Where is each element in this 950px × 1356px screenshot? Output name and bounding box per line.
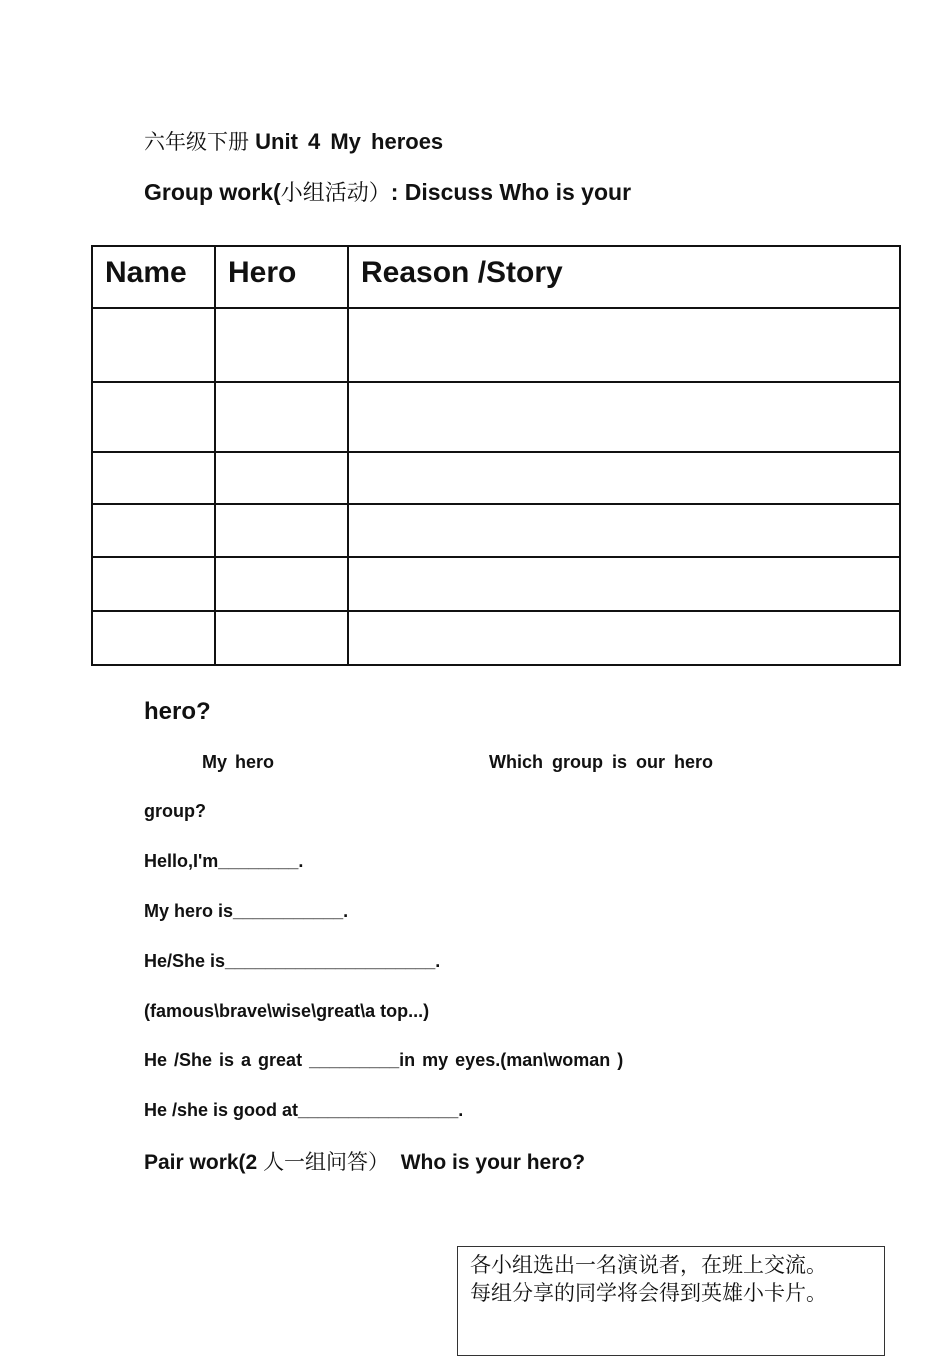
fill-line-great: He /She is a great _________in my eyes.(man\woman ) — [144, 1050, 624, 1070]
cell-name[interactable] — [92, 452, 215, 504]
note-line-2: 每组分享的同学将会得到英雄小卡片。 — [470, 1281, 827, 1305]
group-work-cn: 小组活动） — [280, 181, 391, 206]
cell-name[interactable] — [92, 504, 215, 557]
cell-hero[interactable] — [215, 557, 348, 611]
grade-label: 六年级下册 — [144, 130, 249, 154]
cell-hero[interactable] — [215, 611, 348, 665]
which-group-text: Which group is our hero — [489, 752, 713, 772]
fill-line-good-at: He /she is good at________________. — [144, 1100, 464, 1120]
cell-reason[interactable] — [348, 611, 900, 665]
group-work-prefix: Group work( — [144, 179, 281, 205]
column-header-reason: Reason /Story — [348, 246, 900, 308]
cell-hero[interactable] — [215, 308, 348, 382]
cell-reason[interactable] — [348, 557, 900, 611]
hero-table — [91, 245, 901, 666]
cell-reason[interactable] — [348, 504, 900, 557]
cell-reason[interactable] — [348, 382, 900, 452]
pair-work-cn: 人一组问答） — [263, 1150, 390, 1174]
cell-name[interactable] — [92, 308, 215, 382]
cell-hero[interactable] — [215, 452, 348, 504]
cell-name[interactable] — [92, 382, 215, 452]
table-row — [92, 504, 900, 557]
cell-hero[interactable] — [215, 504, 348, 557]
table-row — [92, 308, 900, 382]
table-row — [92, 382, 900, 452]
pair-work-question: Who is your hero? — [400, 1151, 586, 1174]
fill-line-hello: Hello,I'm________. — [144, 851, 304, 871]
pair-work-prefix: Pair work(2 — [144, 1151, 264, 1174]
fill-line-my-hero: My hero is___________. — [144, 901, 349, 921]
table-header-row — [92, 246, 900, 308]
fill-line-he-she: He/She is_____________________. — [144, 951, 441, 971]
pair-work-heading — [144, 1146, 585, 1176]
my-hero-label: My hero — [202, 752, 275, 772]
group-work-suffix: : Discuss Who is your — [390, 179, 632, 205]
table-row — [92, 611, 900, 665]
note-box — [457, 1246, 885, 1356]
table-row — [92, 452, 900, 504]
cell-name[interactable] — [92, 557, 215, 611]
cell-reason[interactable] — [348, 452, 900, 504]
column-header-hero: Hero — [215, 246, 348, 308]
column-header-name: Name — [92, 246, 215, 308]
group-work-heading — [144, 176, 631, 207]
cell-reason[interactable] — [348, 308, 900, 382]
group-question: group? — [144, 801, 206, 821]
cell-hero[interactable] — [215, 382, 348, 452]
adjective-options: (famous\brave\wise\great\a top...) — [144, 1001, 430, 1021]
cell-name[interactable] — [92, 611, 215, 665]
page-title — [144, 126, 443, 156]
hero-question: hero? — [144, 698, 211, 725]
note-line-1: 各小组选出一名演说者，在班上交流。 — [470, 1253, 827, 1277]
unit-title: Unit 4 My heroes — [255, 129, 444, 154]
table-row — [92, 557, 900, 611]
